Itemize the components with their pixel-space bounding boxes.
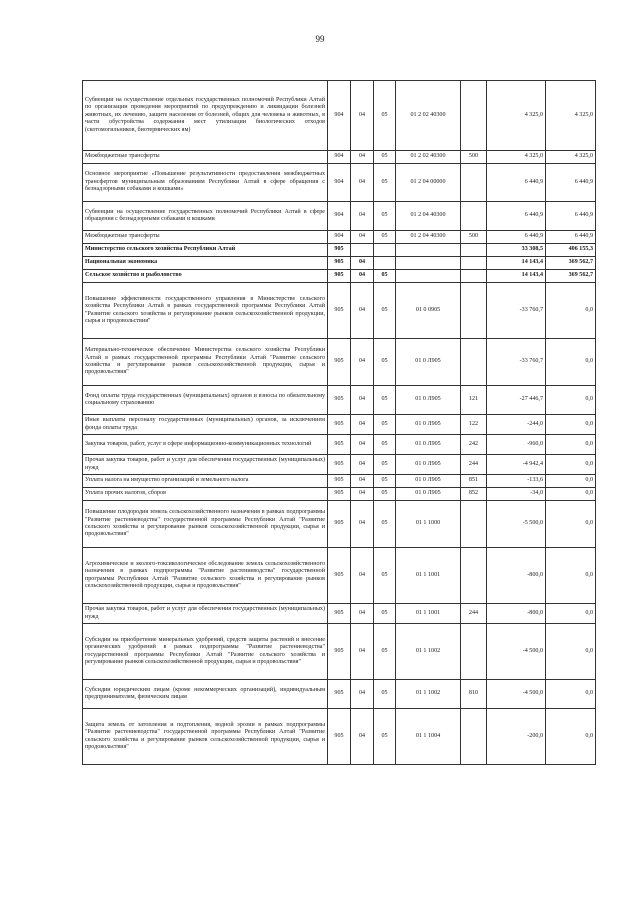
expense-type-code: 244 <box>461 604 487 624</box>
amount-total: 406 155,3 <box>546 244 596 257</box>
target-article-code: 01 2 04 40300 <box>396 231 461 244</box>
amount-total: 0,0 <box>546 339 596 386</box>
target-article-code: 01 0 Л905 <box>396 455 461 475</box>
ministry-code: 905 <box>328 435 351 455</box>
table-row <box>83 270 596 283</box>
expense-type-code: 244 <box>461 455 487 475</box>
expense-type-code <box>461 624 487 680</box>
subsection-code <box>374 244 396 257</box>
expense-type-code <box>461 202 487 231</box>
section-code <box>351 244 374 257</box>
ministry-code: 905 <box>328 339 351 386</box>
section-code: 04 <box>351 270 374 283</box>
expense-type-code <box>461 257 487 270</box>
amount-change: 4 325,0 <box>487 81 546 151</box>
table-row <box>83 475 596 488</box>
amount-change: 6 440,9 <box>487 231 546 244</box>
table-row <box>83 624 596 680</box>
amount-total: 0,0 <box>546 435 596 455</box>
expense-type-code <box>461 548 487 604</box>
amount-total: 0,0 <box>546 548 596 604</box>
ministry-code: 905 <box>328 624 351 680</box>
subsection-code: 05 <box>374 202 396 231</box>
amount-change: -133,6 <box>487 475 546 488</box>
target-article-code: 01 0 Л905 <box>396 339 461 386</box>
amount-change: -960,0 <box>487 435 546 455</box>
ministry-code: 905 <box>328 386 351 415</box>
ministry-code: 905 <box>328 415 351 435</box>
section-code: 04 <box>351 680 374 709</box>
subsection-code: 05 <box>374 151 396 164</box>
item-name: Материально-техническое обеспечение Министерства сельского хозяйства Республики Алтай в рамках государственной программы Республики Алтай "Развитие сельского хозяйства и регулирование рынков сельскохозяйственной продукции, сырья и продовольствия" <box>83 339 328 386</box>
table-row <box>83 386 596 415</box>
amount-change: 6 440,9 <box>487 164 546 202</box>
table-row <box>83 604 596 624</box>
budget-table <box>82 80 596 765</box>
table-row <box>83 709 596 765</box>
section-code: 04 <box>351 151 374 164</box>
expense-type-code: 852 <box>461 488 487 501</box>
section-code: 04 <box>351 386 374 415</box>
table-row <box>83 435 596 455</box>
section-code: 04 <box>351 339 374 386</box>
subsection-code: 05 <box>374 709 396 765</box>
table-row <box>83 257 596 270</box>
expense-type-code <box>461 244 487 257</box>
item-name: Субсидии на приобретение минеральных удобрений, средств защиты растений и внесение органических удобрений в рамках подпрограммы "Развитие растениеводства" государственной программы Республики Алтай "Развитие сельского хозяйства и регулирование рынков сельскохозяйственной продукции, сырья и продовольствия" <box>83 624 328 680</box>
amount-change: 33 308,5 <box>487 244 546 257</box>
amount-total: 0,0 <box>546 415 596 435</box>
ministry-code: 904 <box>328 202 351 231</box>
target-article-code: 01 2 04 40300 <box>396 202 461 231</box>
amount-change: -33 760,7 <box>487 283 546 339</box>
target-article-code: 01 0 Л905 <box>396 488 461 501</box>
amount-change: -34,0 <box>487 488 546 501</box>
ministry-code: 904 <box>328 151 351 164</box>
ministry-code: 905 <box>328 257 351 270</box>
section-code: 04 <box>351 202 374 231</box>
section-code: 04 <box>351 81 374 151</box>
expense-type-code: 851 <box>461 475 487 488</box>
table-row <box>83 548 596 604</box>
expense-type-code: 810 <box>461 680 487 709</box>
amount-change: 14 143,4 <box>487 257 546 270</box>
subsection-code: 05 <box>374 164 396 202</box>
target-article-code: 01 1 1002 <box>396 624 461 680</box>
amount-change: -4 500,0 <box>487 680 546 709</box>
target-article-code: 01 2 02 40300 <box>396 151 461 164</box>
table-row <box>83 164 596 202</box>
ministry-code: 905 <box>328 680 351 709</box>
item-name: Защита земель от затопления и подтопления, водной эрозии в рамках подпрограммы "Развитие растениеводства" государственной программы Республики Алтай "Развитие сельского хозяйства и регулирование рынков сельскохозяйственной продукции, сырья и продовольствия" <box>83 709 328 765</box>
subsection-code: 05 <box>374 283 396 339</box>
item-name: Прочая закупка товаров, работ и услуг для обеспечения государственных (муниципальных) нужд <box>83 455 328 475</box>
amount-total: 0,0 <box>546 709 596 765</box>
amount-change: -4 500,0 <box>487 624 546 680</box>
amount-total: 6 440,9 <box>546 164 596 202</box>
subsection-code: 05 <box>374 604 396 624</box>
ministry-code: 905 <box>328 475 351 488</box>
target-article-code: 01 1 1004 <box>396 709 461 765</box>
section-code: 04 <box>351 475 374 488</box>
table-row <box>83 283 596 339</box>
section-code: 04 <box>351 709 374 765</box>
item-name: Сельское хозяйство и рыболовство <box>83 270 328 283</box>
target-article-code: 01 0 Л905 <box>396 386 461 415</box>
target-article-code <box>396 257 461 270</box>
section-code: 04 <box>351 257 374 270</box>
item-name: Прочая закупка товаров, работ и услуг для обеспечения государственных (муниципальных) нужд <box>83 604 328 624</box>
amount-total: 6 440,9 <box>546 231 596 244</box>
table-row <box>83 151 596 164</box>
table-row <box>83 455 596 475</box>
expense-type-code <box>461 501 487 548</box>
ministry-code: 905 <box>328 501 351 548</box>
ministry-code: 905 <box>328 488 351 501</box>
item-name: Межбюджетные трансферты <box>83 231 328 244</box>
section-code: 04 <box>351 435 374 455</box>
subsection-code: 05 <box>374 624 396 680</box>
item-name: Фонд оплаты труда государственных (муниципальных) органов и взносы по обязательному социальному страхованию <box>83 386 328 415</box>
item-name: Субвенции на осуществление государственных полномочий Республики Алтай в сфере обращения с безнадзорными собаками и кошками <box>83 202 328 231</box>
subsection-code: 05 <box>374 680 396 709</box>
amount-total: 4 325,0 <box>546 151 596 164</box>
table-row <box>83 339 596 386</box>
amount-total: 369 562,7 <box>546 270 596 283</box>
table-row <box>83 415 596 435</box>
amount-total: 0,0 <box>546 501 596 548</box>
amount-total: 0,0 <box>546 488 596 501</box>
ministry-code: 904 <box>328 81 351 151</box>
amount-total: 0,0 <box>546 680 596 709</box>
item-name: Национальная экономика <box>83 257 328 270</box>
expense-type-code <box>461 283 487 339</box>
amount-change: -200,0 <box>487 709 546 765</box>
ministry-code: 905 <box>328 604 351 624</box>
subsection-code: 05 <box>374 455 396 475</box>
item-name: Субсидии юридическим лицам (кроме некоммерческих организаций), индивидуальным предпринимателям, физическим лицам <box>83 680 328 709</box>
item-name: Повышение эффективности государственного управления в Министерстве сельского хозяйства Республики Алтай в рамках государственной программы Республики Алтай "Развитие сельского хозяйства и регулирование рынков сельскохозяйственной продукции, сырья и продовольствия" <box>83 283 328 339</box>
target-article-code: 01 0 Л905 <box>396 415 461 435</box>
page-number: 99 <box>315 34 325 44</box>
amount-change: -800,0 <box>487 604 546 624</box>
amount-change: 4 325,0 <box>487 151 546 164</box>
target-article-code <box>396 244 461 257</box>
amount-change: -4 942,4 <box>487 455 546 475</box>
subsection-code: 05 <box>374 415 396 435</box>
subsection-code: 05 <box>374 435 396 455</box>
section-code: 04 <box>351 501 374 548</box>
table-row <box>83 244 596 257</box>
section-code: 04 <box>351 604 374 624</box>
section-code: 04 <box>351 231 374 244</box>
subsection-code: 05 <box>374 339 396 386</box>
ministry-code: 904 <box>328 231 351 244</box>
target-article-code: 01 1 1001 <box>396 548 461 604</box>
section-code: 04 <box>351 548 374 604</box>
section-code: 04 <box>351 283 374 339</box>
expense-type-code <box>461 81 487 151</box>
ministry-code: 905 <box>328 709 351 765</box>
amount-total: 4 325,0 <box>546 81 596 151</box>
table-row <box>83 231 596 244</box>
section-code: 04 <box>351 455 374 475</box>
amount-total: 6 440,9 <box>546 202 596 231</box>
amount-total: 0,0 <box>546 604 596 624</box>
target-article-code: 01 2 04 00000 <box>396 164 461 202</box>
item-name: Министерство сельского хозяйства Республики Алтай <box>83 244 328 257</box>
table-row <box>83 680 596 709</box>
subsection-code: 05 <box>374 501 396 548</box>
subsection-code: 05 <box>374 231 396 244</box>
amount-total: 0,0 <box>546 386 596 415</box>
amount-total: 0,0 <box>546 455 596 475</box>
section-code: 04 <box>351 488 374 501</box>
item-name: Уплата налога на имущество организаций и земельного налога <box>83 475 328 488</box>
item-name: Субвенции на осуществление отдельных государственных полномочий Республики Алтай по организации проведения мероприятий по предупреждению и ликвидации болезней животных, их лечению, защите населения от болезней, общих для человека и животных, в части обустройства содержания мест утилизации биологических отходов (скотомогильников, биотермических ям) <box>83 81 328 151</box>
ministry-code: 905 <box>328 270 351 283</box>
item-name: Агрохимическое и эколого-токсикологическое обследование земель сельскохозяйственного назначения в рамках подпрограммы "Развитие растениеводства" государственной программы Республики Алтай "Развитие сельского хозяйства и регулирование рынков сельскохозяйственной продукции, сырья и продовольствия" <box>83 548 328 604</box>
item-name: Межбюджетные трансферты <box>83 151 328 164</box>
target-article-code: 01 0 Л905 <box>396 475 461 488</box>
expense-type-code: 500 <box>461 231 487 244</box>
table-row <box>83 501 596 548</box>
subsection-code: 05 <box>374 488 396 501</box>
ministry-code: 905 <box>328 455 351 475</box>
item-name: Уплата прочих налогов, сборов <box>83 488 328 501</box>
amount-change: 14 143,4 <box>487 270 546 283</box>
ministry-code: 905 <box>328 283 351 339</box>
amount-change: -27 446,7 <box>487 386 546 415</box>
amount-total: 0,0 <box>546 283 596 339</box>
amount-total: 0,0 <box>546 624 596 680</box>
expense-type-code <box>461 709 487 765</box>
target-article-code <box>396 270 461 283</box>
expense-type-code <box>461 270 487 283</box>
target-article-code: 01 2 02 40300 <box>396 81 461 151</box>
item-name: Повышение плодородия земель сельскохозяйственного назначения в рамках подпрограммы "Развитие растениеводства" государственной программы Республики Алтай "Развитие сельского хозяйства и регулирование рынков сельскохозяйственной продукции, сырья и продовольствия" <box>83 501 328 548</box>
subsection-code: 05 <box>374 386 396 415</box>
expense-type-code: 121 <box>461 386 487 415</box>
expense-type-code: 500 <box>461 151 487 164</box>
target-article-code: 01 1 1000 <box>396 501 461 548</box>
subsection-code: 05 <box>374 270 396 283</box>
item-name: Иные выплаты персоналу государственных (муниципальных) органов, за исключением фонда оплаты труда <box>83 415 328 435</box>
table-row <box>83 488 596 501</box>
ministry-code: 904 <box>328 164 351 202</box>
subsection-code: 05 <box>374 475 396 488</box>
target-article-code: 01 1 1001 <box>396 604 461 624</box>
ministry-code: 905 <box>328 244 351 257</box>
amount-total: 369 562,7 <box>546 257 596 270</box>
amount-change: 6 440,9 <box>487 202 546 231</box>
item-name: Основное мероприятие «Повышение результативности предоставления межбюджетных трансфертов муниципальным образованиям Республики Алтай в сфере обращения с безнадзорными собаками и кошками» <box>83 164 328 202</box>
expense-type-code <box>461 164 487 202</box>
section-code: 04 <box>351 164 374 202</box>
expense-type-code <box>461 339 487 386</box>
item-name: Закупка товаров, работ, услуг в сфере информационно-коммуникационных технологий <box>83 435 328 455</box>
section-code: 04 <box>351 415 374 435</box>
subsection-code: 05 <box>374 81 396 151</box>
target-article-code: 01 0 Л905 <box>396 435 461 455</box>
amount-total: 0,0 <box>546 475 596 488</box>
table-row <box>83 81 596 151</box>
expense-type-code: 122 <box>461 415 487 435</box>
subsection-code: 05 <box>374 548 396 604</box>
amount-change: -33 760,7 <box>487 339 546 386</box>
amount-change: -244,0 <box>487 415 546 435</box>
target-article-code: 01 0 0905 <box>396 283 461 339</box>
target-article-code: 01 1 1002 <box>396 680 461 709</box>
section-code: 04 <box>351 624 374 680</box>
ministry-code: 905 <box>328 548 351 604</box>
subsection-code <box>374 257 396 270</box>
amount-change: -800,0 <box>487 548 546 604</box>
expense-type-code: 242 <box>461 435 487 455</box>
amount-change: -5 500,0 <box>487 501 546 548</box>
table-row <box>83 202 596 231</box>
